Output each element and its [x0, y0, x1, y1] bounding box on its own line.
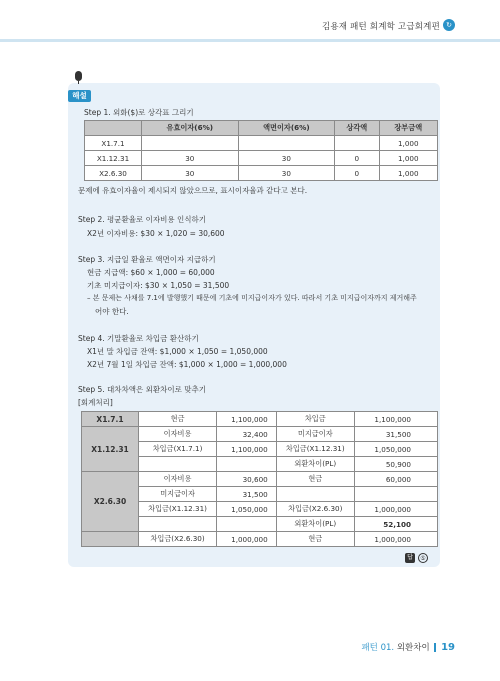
date-cell: X2.6.30 [82, 472, 139, 532]
credit-amount: 52,100 [354, 517, 437, 532]
table-header [85, 121, 142, 136]
answer-choice: ⑤ [418, 553, 428, 563]
table-cell: 30 [238, 151, 335, 166]
step2-line: X2년 이자비용: $30 × 1,020 = 30,600 [87, 229, 225, 238]
step5-subheading: [회계처리] [78, 398, 113, 407]
microphone-icon [75, 71, 83, 84]
debit-account: 차입금(X2.6.30) [139, 532, 217, 547]
credit-amount: 1,000,000 [354, 532, 437, 547]
table-row [82, 412, 438, 427]
date-cell [82, 532, 139, 547]
step3-line: 기초 미지급이자: $30 × 1,050 = 31,500 [87, 281, 230, 290]
credit-account: 외환차이(PL) [276, 517, 354, 532]
table-header: 장부금액 [379, 121, 437, 136]
credit-amount: 31,500 [354, 427, 437, 442]
table-cell: X1.12.31 [85, 151, 142, 166]
credit-account: 차입금(X1.12.31) [276, 442, 354, 457]
header-divider [0, 39, 500, 42]
table-cell: X2.6.30 [85, 166, 142, 181]
footer-divider [434, 643, 436, 652]
debit-account: 현금 [139, 412, 217, 427]
table-row [85, 136, 438, 151]
table-cell: 30 [142, 151, 239, 166]
debit-account: 이자비용 [139, 427, 217, 442]
credit-account: 차입금 [276, 412, 354, 427]
debit-amount: 32,400 [217, 427, 277, 442]
date-cell: X1.12.31 [82, 427, 139, 472]
credit-account [276, 487, 354, 502]
debit-account: 미지급이자 [139, 487, 217, 502]
credit-amount: 1,100,000 [354, 412, 437, 427]
book-title: 김용재 패턴 회계학 고급회계편 [321, 22, 440, 32]
table-row [82, 472, 438, 487]
step2-heading: Step 2. 평균환율로 이자비용 인식하기 [78, 215, 206, 224]
debit-amount: 1,100,000 [217, 442, 277, 457]
table-cell: 1,000 [379, 166, 437, 181]
table-cell: 30 [142, 166, 239, 181]
table-header: 액면이자(6%) [238, 121, 335, 136]
step5-heading: Step 5. 대차차액은 외환차이로 맞추기 [78, 385, 206, 394]
logo-icon: ↻ [443, 19, 455, 31]
step4-heading: Step 4. 기말환율로 차입금 환산하기 [78, 334, 199, 343]
credit-account: 외환차이(PL) [276, 457, 354, 472]
credit-amount [354, 487, 437, 502]
credit-account: 현금 [276, 472, 354, 487]
table-cell: 0 [335, 166, 379, 181]
table-row [85, 166, 438, 181]
table-cell: 0 [335, 151, 379, 166]
table-cell: X1.7.1 [85, 136, 142, 151]
step4-line: X2년 7월 1일 차입금 잔액: $1,000 × 1,000 = 1,000,000 [87, 360, 287, 369]
table-cell [142, 136, 239, 151]
credit-account: 차입금(X2.6.30) [276, 502, 354, 517]
step3-line: 현금 지급액: $60 × 1,000 = 60,000 [87, 268, 215, 277]
table-row [85, 151, 438, 166]
table-cell [238, 136, 335, 151]
step4-line: X1년 말 차입금 잔액: $1,000 × 1,050 = 1,050,000 [87, 347, 268, 356]
solution-tag: 해설 [68, 90, 91, 102]
credit-amount: 50,900 [354, 457, 437, 472]
step3-line: – 본 문제는 사채를 7.1에 발행했기 때문에 기초에 미지급이자가 있다. 따라서 기초 미지급이자까지 제거해주 [87, 294, 417, 302]
credit-account: 현금 [276, 532, 354, 547]
table-cell: 30 [238, 166, 335, 181]
answer-badge: 답 [405, 553, 415, 563]
debit-amount: 1,050,000 [217, 502, 277, 517]
step3-line: 어야 한다. [95, 307, 129, 316]
debit-amount: 1,100,000 [217, 412, 277, 427]
credit-amount: 1,050,000 [354, 442, 437, 457]
debit-amount [217, 517, 277, 532]
page-number: 19 [441, 642, 455, 653]
debit-account [139, 517, 217, 532]
table-row [82, 427, 438, 442]
debit-amount: 30,600 [217, 472, 277, 487]
table-cell [335, 136, 379, 151]
note-text: 문제에 유효이자율이 제시되지 않았으므로, 표시이자율과 같다고 본다. [78, 186, 308, 195]
debit-account [139, 457, 217, 472]
page-header [0, 0, 500, 46]
debit-amount: 31,500 [217, 487, 277, 502]
footer-pattern: 패턴 01. [361, 643, 395, 653]
page-footer [361, 641, 455, 653]
table-row [82, 532, 438, 547]
table-header-row [85, 121, 438, 136]
table-header: 유효이자(6%) [142, 121, 239, 136]
credit-amount: 1,000,000 [354, 502, 437, 517]
journal-table [81, 411, 438, 547]
debit-amount: 1,000,000 [217, 532, 277, 547]
step3-heading: Step 3. 지급일 환율로 액면이자 지급하기 [78, 255, 216, 264]
table-cell: 1,000 [379, 151, 437, 166]
debit-account: 차입금(X1.7.1) [139, 442, 217, 457]
amortization-table [84, 120, 438, 181]
credit-account: 미지급이자 [276, 427, 354, 442]
footer-chapter: 외환차이 [396, 643, 430, 653]
table-header: 상각액 [335, 121, 379, 136]
credit-amount: 60,000 [354, 472, 437, 487]
date-cell: X1.7.1 [82, 412, 139, 427]
table-cell: 1,000 [379, 136, 437, 151]
debit-account: 이자비용 [139, 472, 217, 487]
debit-account: 차입금(X1.12.31) [139, 502, 217, 517]
step1-heading: Step 1. 외화($)로 상각표 그리기 [84, 108, 194, 117]
debit-amount [217, 457, 277, 472]
